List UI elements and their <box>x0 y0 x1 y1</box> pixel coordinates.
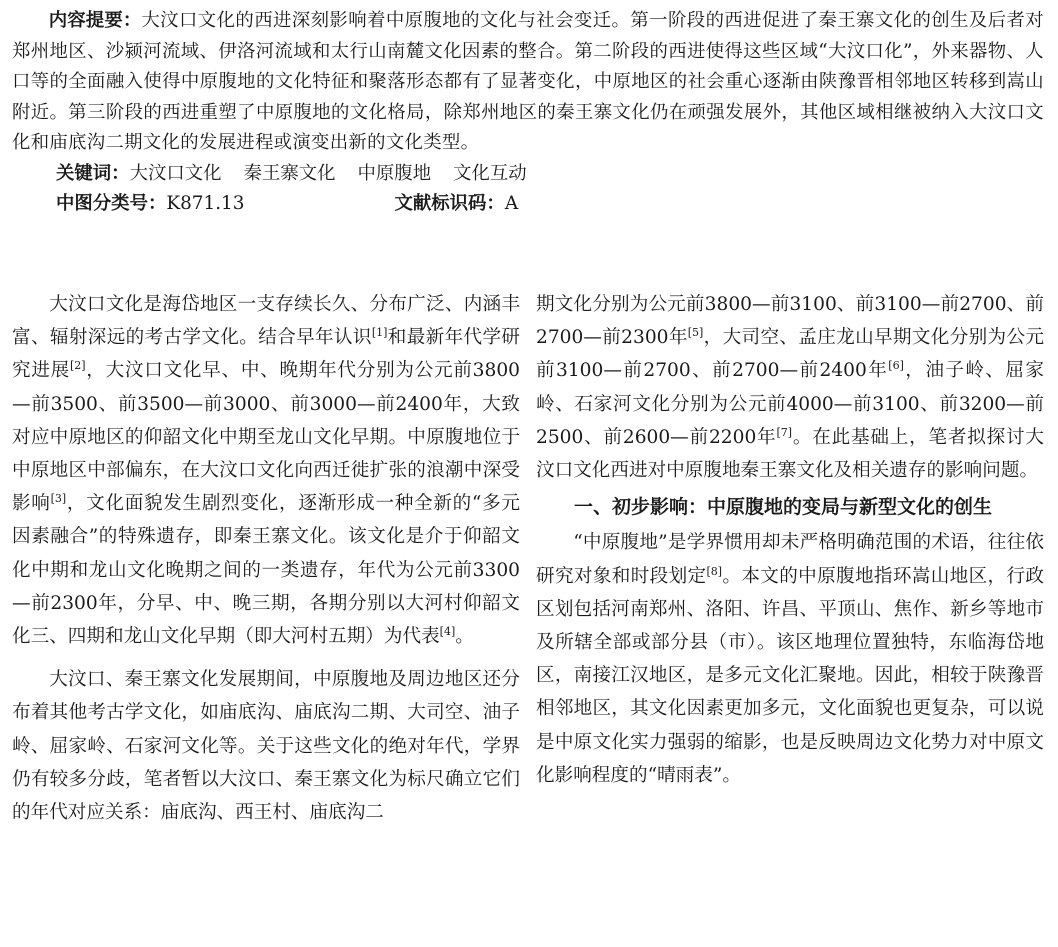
text-run: ，大司空、孟庄龙山早期文化分别为公元前3100—前2700、前2700—前2400年 <box>536 327 1044 382</box>
text-run: 。在此基础上，笔者拟探讨大汶口文化西进对中原腹地秦王寨文化及相关遗存的影响问题。 <box>536 426 1044 482</box>
classification-line <box>12 189 1044 219</box>
text-run: ，文化面貌发生剧烈变化，逐渐形成一种全新的“多元因素融合”的特殊遗存，即秦王寨文化。该文化是介于仰韶文化中期和龙山文化晚期之间的一类遗存，年代为公元前3300—前2300年，分早、中、晚三期，各期分别以大河村仰韶文化三、四期和龙山文化早期（即大河村五期）为代表 <box>12 493 520 648</box>
citation: [3] <box>50 492 67 506</box>
doc-code-label: 文献标识码： <box>394 192 505 214</box>
citation: [2] <box>69 359 86 373</box>
keywords-line <box>12 159 1044 189</box>
section-heading: 一、初步影响：中原腹地的变局与新型文化的创生 <box>574 496 993 519</box>
left-column <box>12 288 520 829</box>
clc-value: K871.13 <box>166 192 245 214</box>
citation: [4] <box>439 624 456 638</box>
text-run: 大汶口文化是海岱地区一支存续长久、分布广泛、内涵丰富、辐射深远的考古学文化。结合早年认识 <box>12 294 520 349</box>
abstract-label: 内容提要： <box>48 10 142 31</box>
text-run: “中原腹地”是学界惯用却未严格明确范围的术语，往往依研究对象和时段划定 <box>536 532 1044 587</box>
keyword-item: 文化互动 <box>453 162 527 184</box>
keywords-label: 关键词： <box>56 162 130 184</box>
paragraph <box>12 288 520 653</box>
citation: [7] <box>776 425 793 439</box>
keyword-item: 大汶口文化 <box>129 162 222 184</box>
citation: [6] <box>888 359 904 373</box>
paragraph <box>536 526 1044 792</box>
citation: [8] <box>706 564 723 578</box>
text-run: 。本文的中原腹地指环嵩山地区，行政区划包括河南郑州、洛阳、许昌、平顶山、焦作、新乡等地市及所辖全部或部分县（市）。该区地理位置独特，东临海岱地区，南接江汉地区，是多元文化汇聚地。因此，相较于陕豫晋相邻地区，其文化因素更加多元，文化面貌也更复杂，可以说是中原文化实力强弱的缩影，也是反映周边文化势力对中原文化影响程度的“晴雨表”。 <box>536 565 1044 786</box>
keyword-item: 中原腹地 <box>357 162 432 184</box>
text-run: ，油子岭、屈家岭、石家河文化分别为公元前4000—前3100、前3200—前2500、前2600—前2200年 <box>536 360 1044 448</box>
paragraph: 大汶口、秦王寨文化发展期间，中原腹地及周边地区还分布着其他考古学文化，如庙底沟、庙底沟二期、大司空、油子岭、屈家岭、石家河文化等。关于这些文化的绝对年代，学界仍有较多分歧，笔者暂以大汶口、秦王寨文化为标尺确立它们的年代对应关系：庙底沟、西王村、庙底沟二 <box>12 669 520 824</box>
text-run: 和最新年代学研究进展 <box>12 327 520 382</box>
citation: [5] <box>687 326 704 340</box>
clc-label: 中图分类号： <box>56 192 167 214</box>
body-columns <box>12 288 1044 829</box>
citation: [1] <box>371 326 388 340</box>
text-run: 。 <box>455 626 474 648</box>
abstract-text: 大汶口文化的西进深刻影响着中原腹地的文化与社会变迁。第一阶段的西进促进了秦王寨文化的创生及后者对郑州地区、沙颍河流域、伊洛河流域和太行山南麓文化因素的整合。第二阶段的西进使得这些区域“大汶口化”，外来器物、人口等的全面融入使得中原腹地的文化特征和聚落形态都有了显著变化，中原地区的社会重心逐渐由陕豫晋相邻地区转移到嵩山附近。第三阶段的西进重塑了中原腹地的文化格局，除郑州地区的秦王寨文化仍在顽强发展外，其他区域相继被纳入大汶口文化和庙底沟二期文化的发展进程或演变出新的文化类型。 <box>12 10 1044 154</box>
doc-code-value: A <box>504 192 519 214</box>
text-run: ，大汶口文化早、中、晚期年代分别为公元前3800—前3500、前3500—前3000、前3000—前2400年，大致对应中原地区的仰韶文化中期至龙山文化早期。中原腹地位于中原地区中部偏东，在大汶口文化向西迁徙扩张的浪潮中深受影响 <box>12 360 520 515</box>
paragraph <box>536 288 1044 487</box>
abstract <box>12 6 1044 159</box>
text-run: 期文化分别为公元前3800—前3100、前3100—前2700、前2700—前2300年 <box>536 294 1044 349</box>
right-column <box>536 288 1044 829</box>
keyword-item: 秦王寨文化 <box>243 162 336 184</box>
